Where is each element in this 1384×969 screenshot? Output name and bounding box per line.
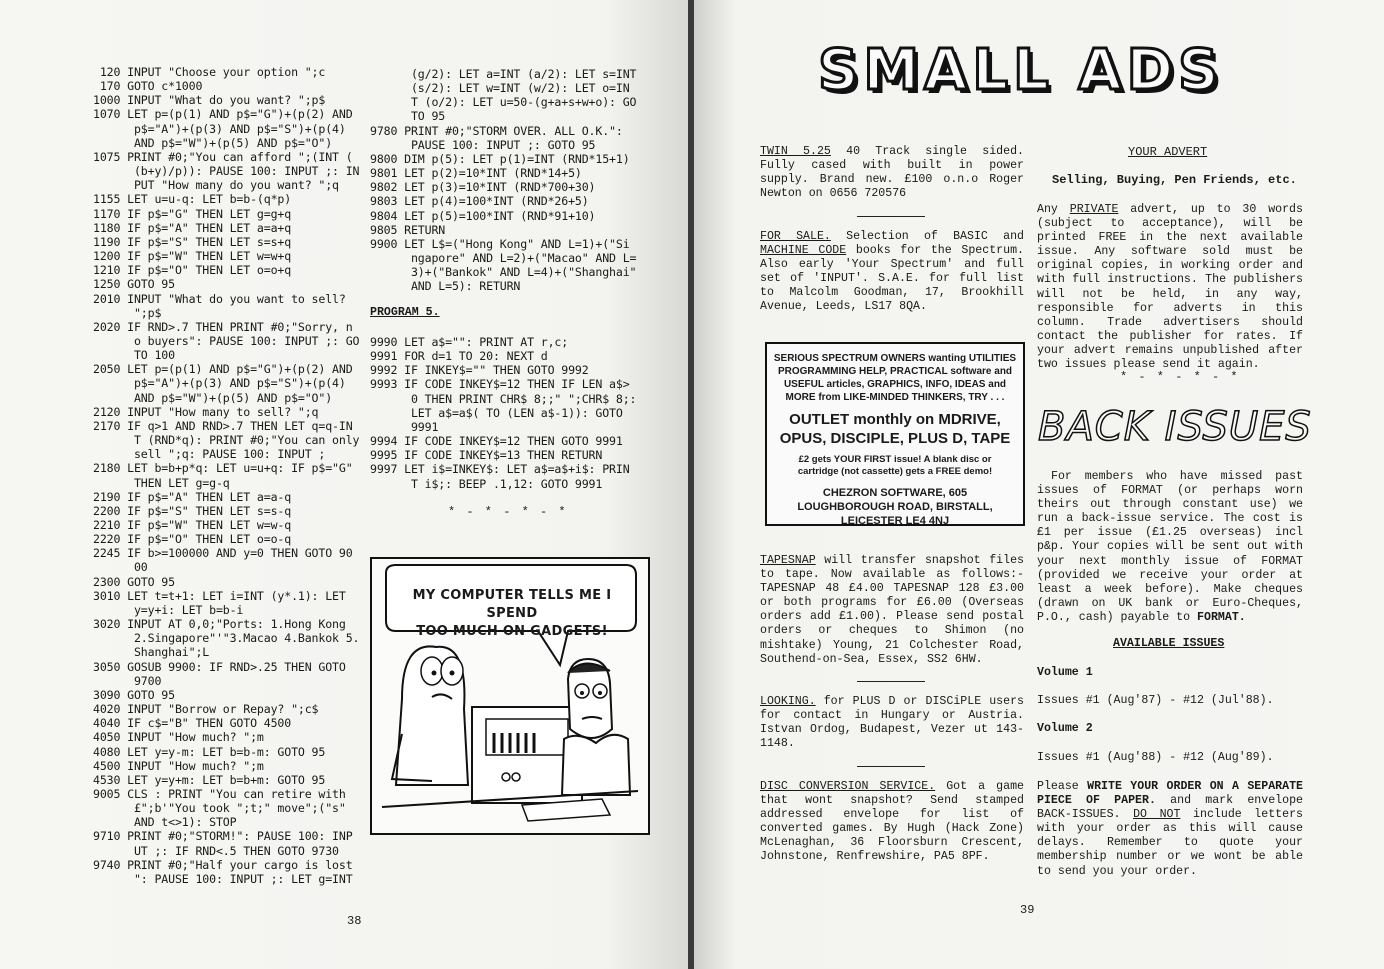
back-issues-text: For members who have missed past issues of FORMAT (or perhaps worn theirs out through constant use) we run a back-issue service. The cost is £1 per issue (£1.25 overseas) incl p&p. Your copies will be sent out with your next monthly issue of FORMAT (provided we receive your order at least a week before). Make cheques (drawn on UK bank or Euro-Cheques, P.O., cash) payable to <box>1037 470 1303 624</box>
code-line: AND t<>1): STOP <box>93 815 237 830</box>
code-line: T i$;: BEEP .1,12: GOTO 9991 <box>370 476 603 491</box>
separator: * - * - * - * <box>448 505 568 519</box>
for-sale-body2: books for the Spectrum. Also early 'Your Spectrum' and full set of 'INPUT'. S.A.E. for full list to Malcolm Goodman, 17, Brookhill Avenue, Leeds, LS17 8QA. <box>760 244 1024 314</box>
code-line: UT ;: IF RND<.5 THEN GOTO 9730 <box>93 843 339 858</box>
small-ads-title: SMALL ADS <box>818 38 1224 103</box>
code-line: 9804 LET p(5)=100*INT (RND*91+10) <box>370 208 596 223</box>
code-line: ngapore" AND L=2)+("Macao" AND L= <box>370 251 637 266</box>
code-line: p$="A")+(p(3) AND p$="S")+(p(4) <box>93 121 346 136</box>
divider <box>857 766 925 767</box>
code-line: 2245 IF b>=100000 AND y=0 THEN GOTO 90 <box>93 546 353 561</box>
your-advert-pre: Any <box>1037 203 1070 216</box>
your-advert-text: advert, up to 30 words (subject to acceptance), will be printed FREE in the next available issue. Any software sold must be original copies, in working order and with full instructions. The publishers will not be held, in any way, responsible for adverts in this column. Trade advertisers should contact the publisher for rates. If your advert remains unpublished after two issues please send it again. <box>1037 203 1303 372</box>
right-page <box>694 0 1384 969</box>
code-line: 9803 LET p(4)=100*INT (RND*26+5) <box>370 194 589 209</box>
code-line: 9991 <box>370 419 439 434</box>
back-issues-body <box>1037 470 1303 625</box>
code-line: PUT "How many do you want? ";q <box>93 178 339 193</box>
order-bold: WRITE YOUR ORDER ON A SEPARATE PIECE OF PAPER. <box>1037 780 1303 808</box>
code-line: ": PAUSE 100: INPUT ;: LET g=INT <box>93 871 353 886</box>
cartoon-caption-line1: MY COMPUTER TELLS ME I SPEND <box>412 588 612 621</box>
outlet-offer: £2 gets YOUR FIRST issue! A blank disc or cartridge (not cassette) gets a FREE demo! <box>797 454 993 477</box>
code-line: 2190 IF p$="A" THEN LET a=a-q <box>93 489 292 504</box>
code-line: PAUSE 100: INPUT ;: GOTO 95 <box>370 137 596 152</box>
volume1-label: Volume 1 <box>1037 666 1093 679</box>
code-line: 9700 <box>93 673 162 688</box>
code-line: 2020 IF RND>.7 THEN PRINT #0;"Sorry, n <box>93 319 353 334</box>
star-separator: * - * - * - * <box>1120 370 1240 384</box>
twin-ad-body: 40 Track single sided. Fully cased with built in power supply. Brand new. £100 o.n.o Roger Newton on 0656 720576 <box>760 145 1024 201</box>
left-page <box>0 0 688 969</box>
code-line: 9992 IF INKEY$="" THEN GOTO 9992 <box>370 363 589 378</box>
order-pre: Please <box>1037 780 1088 793</box>
code-line: 2170 IF q>1 AND RND>.7 THEN LET q=q-IN <box>93 418 353 433</box>
code-line: THEN LET g=g-q <box>93 475 230 490</box>
code-line: 4020 INPUT "Borrow or Repay? ";c$ <box>93 702 319 717</box>
back-issues-title: BACK ISSUES <box>1038 404 1312 450</box>
code-line: 9997 LET i$=INKEY$: LET a$=a$+i$: PRIN <box>370 462 630 477</box>
code-line: 9710 PRINT #0;"STORM!": PAUSE 100: INP <box>93 829 353 844</box>
code-line: (b+y)/p)): PAUSE 100: INPUT ;: IN <box>93 164 360 179</box>
code-line: 9801 LET p(2)=10*INT (RND*14+5) <box>370 166 582 181</box>
code-line: 4040 IF c$="B" THEN GOTO 4500 <box>93 716 292 731</box>
code-line: 2300 GOTO 95 <box>93 574 175 589</box>
cartoon-caption-line2: TOO MUCH ON GADGETS! <box>416 624 608 639</box>
code-line: £";b'"You took ";t;" move";("s" <box>93 801 346 816</box>
outlet-headline: OUTLET monthly on MDRIVE, OPUS, DISCIPLE, PLUS D, TAPE <box>779 411 1011 447</box>
code-line: 1170 IF p$="G" THEN LET g=g+q <box>93 206 292 221</box>
your-advert-private: PRIVATE <box>1069 203 1119 216</box>
divider <box>857 681 925 682</box>
code-line: 9900 LET L$=("Hong Kong" AND L=1)+("Si <box>370 236 630 251</box>
code-line: (g/2): LET a=INT (a/2): LET s=INT <box>370 67 637 81</box>
code-line: 9990 LET a$="": PRINT AT r,c; <box>370 335 569 349</box>
program5-heading: PROGRAM 5. <box>370 306 440 319</box>
code-line: 1155 LET u=u-q: LET b=b-(q*p) <box>93 192 292 207</box>
code-line: (s/2): LET w=INT (w/2): LET o=IN <box>370 81 630 96</box>
code-line: 9802 LET p(3)=10*INT (RND*700+30) <box>370 180 596 195</box>
code-line: y=y+i: LET b=b-i <box>93 602 244 617</box>
code-line: T (o/2): LET u=50-(g+a+s+w+o): GO <box>370 95 637 110</box>
disc-conversion-ad <box>760 780 1024 865</box>
code-line: 1180 IF p$="A" THEN LET a=a+q <box>93 220 292 235</box>
code-line: 9995 IF CODE INKEY$=13 THEN RETURN <box>370 448 603 463</box>
code-line: AND p$="W")+(p(5) AND p$="O") <box>93 135 333 150</box>
tapesnap-ad <box>760 554 1024 667</box>
code-line: 170 GOTO c*1000 <box>93 79 203 94</box>
looking-ad <box>760 695 1024 751</box>
code-line: 4080 LET y=y-m: LET b=b-m: GOTO 95 <box>93 744 326 759</box>
volume2-issues: Issues #1 (Aug'88) - #12 (Aug'89). <box>1037 751 1274 764</box>
code-line: 00 <box>93 560 148 575</box>
order-instructions <box>1037 780 1303 879</box>
code-line: ";p$ <box>93 305 162 320</box>
twin-ad-head: TWIN 5.25 <box>760 145 831 158</box>
code-line: TO 100 <box>93 348 175 363</box>
outlet-intro: SERIOUS SPECTRUM OWNERS wanting UTILITIES PROGRAMMING HELP, PRACTICAL software and USEFUL articles, GRAPHICS, INFO, IDEAS and MORE from LIKE-MINDED THINKERS, TRY . . . <box>773 353 1017 403</box>
code-line: 2220 IF p$="O" THEN LET o=o-q <box>93 532 292 547</box>
code-line: 2210 IF p$="W" THEN LET w=w-q <box>93 518 292 532</box>
code-line: 1000 INPUT "What do you want? ";p$ <box>93 93 326 108</box>
back-issues-format: FORMAT. <box>1197 610 1246 624</box>
code-line: 3010 LET t=t+1: LET i=INT (y*.1): LET <box>93 588 346 603</box>
tapesnap-head: TAPESNAP <box>760 554 816 567</box>
code-line: Shanghai";L <box>93 645 210 660</box>
code-line: 9991 FOR d=1 TO 20: NEXT d <box>370 349 548 364</box>
basic-listing-program5 <box>370 335 636 491</box>
order-mid: and mark envelope BACK-ISSUES. <box>1037 794 1303 822</box>
code-line: 120 INPUT "Choose your option ";c <box>93 65 326 79</box>
twin-ad <box>760 145 1024 201</box>
code-line: 9800 DIM p(5): LET p(1)=INT (RND*15+1) <box>370 151 630 166</box>
code-line: 1200 IF p$="W" THEN LET w=w+q <box>93 249 292 264</box>
looking-body: for PLUS D or DISCiPLE users for contact in Hungary or Austria. Istvan Ordog, Budapest, Vezer ut 143-1148. <box>760 695 1024 751</box>
disc-body: Got a game that wont snapshot? Send stamped addressed envelope for list of converted games. By Hugh (Hack Zone) McLenaghan, 36 Floorsburn Crescent, Johnstone, Renfrewshire, PA5 8PF. <box>760 780 1024 864</box>
code-line: 9780 PRINT #0;"STORM OVER. ALL O.K.": <box>370 123 623 138</box>
order-end: include letters with your order as this will cause delays. Remember to quote your membership number or we wont be able to send you your order. <box>1037 808 1304 878</box>
page-number-left: 38 <box>347 914 362 928</box>
code-line: 1075 PRINT #0;"You can afford ";(INT ( <box>93 149 353 164</box>
tapesnap-body: will transfer snapshot files to tape. Now available as follows:- TAPESNAP 48 £4.00 TAPESNAP 128 £3.00 or both programs for £6.00 (Overseas orders add £1.00). Please send postal orders or cheques to Shimon (no mishtake) Young, 21 Colchester Road, Southend-on-Sea, Essex, SS2 6HW. <box>760 554 1024 666</box>
code-line: 3050 GOSUB 9900: IF RND>.25 THEN GOTO <box>93 659 346 674</box>
code-line: 0 THEN PRINT CHR$ 8;;" ";CHR$ 8;: <box>370 391 637 406</box>
for-sale-ad <box>760 230 1024 315</box>
code-line: 4530 LET y=y+m: LET b=b+m: GOTO 95 <box>93 772 326 787</box>
code-line: 1070 LET p=(p(1) AND p$="G")+(p(2) AND <box>93 107 353 122</box>
for-sale-head: FOR SALE. <box>760 230 831 243</box>
outlet-advert-box <box>765 342 1025 526</box>
order-do-not: DO NOT <box>1133 808 1181 822</box>
basic-listing-column-1 <box>93 65 359 886</box>
disc-head: DISC CONVERSION SERVICE. <box>760 780 936 793</box>
gadgets-cartoon <box>370 557 650 835</box>
code-line: 1210 IF p$="O" THEN LET o=o+q <box>93 263 292 278</box>
code-line: 1250 GOTO 95 <box>93 277 175 292</box>
code-line: 3020 INPUT AT 0,0;"Ports: 1.Hong Kong <box>93 617 346 632</box>
code-line: 3)+("Bankok" AND L=4)+("Shanghai" <box>370 265 637 280</box>
code-line: sell ";q: PAUSE 100: INPUT ; <box>93 447 326 462</box>
for-sale-body: Selection of BASIC and <box>830 230 1024 243</box>
outlet-address: CHEZRON SOFTWARE, 605 LOUGHBOROUGH ROAD, BIRSTALL, LEICESTER LE4 4NJ <box>797 487 993 527</box>
code-line: 4050 INPUT "How much? ";m <box>93 730 264 745</box>
code-line: o buyers": PAUSE 100: INPUT ;: GO <box>93 333 360 348</box>
code-line: LET a$=a$( TO (LEN a$-1)): GOTO <box>370 405 623 420</box>
divider <box>857 216 925 217</box>
volume1-issues: Issues #1 (Aug'87) - #12 (Jul'88). <box>1037 694 1274 707</box>
code-line: 2.Singapore"'"3.Macao 4.Bankok 5. <box>93 631 360 646</box>
code-line: 9740 PRINT #0;"Half your cargo is lost <box>93 857 353 872</box>
code-line: 2010 INPUT "What do you want to sell? <box>93 291 346 306</box>
code-line: AND p$="W")+(p(5) AND p$="O") <box>93 390 333 405</box>
code-line: 4500 INPUT "How much? ";m <box>93 758 264 773</box>
your-advert-subtitle: Selling, Buying, Pen Friends, etc. <box>1052 173 1297 187</box>
code-line: 2050 LET p=(p(1) AND p$="G")+(p(2) AND <box>93 362 353 377</box>
volume2-label: Volume 2 <box>1037 722 1093 735</box>
code-line: AND L=5): RETURN <box>370 279 521 294</box>
code-line: TO 95 <box>370 109 446 124</box>
code-line: 9805 RETURN <box>370 222 446 237</box>
code-line: 2180 LET b=b+p*q: LET u=u+q: IF p$="G" <box>93 461 353 476</box>
code-line: 1190 IF p$="S" THEN LET s=s+q <box>93 234 292 249</box>
code-line: T (RND*q): PRINT #0;"You can only <box>93 433 360 448</box>
page-number-right: 39 <box>1020 903 1035 917</box>
looking-head: LOOKING. <box>760 695 816 708</box>
cartoon-caption <box>394 587 630 641</box>
code-line: 3090 GOTO 95 <box>93 687 175 702</box>
code-line: 2200 IF p$="S" THEN LET s=s-q <box>93 503 292 518</box>
code-line: 9993 IF CODE INKEY$=12 THEN IF LEN a$> <box>370 377 630 392</box>
code-line: 9005 CLS : PRINT "You can retire with <box>93 786 346 801</box>
code-line: p$="A")+(p(3) AND p$="S")+(p(4) <box>93 376 346 391</box>
basic-listing-column-2 <box>370 67 636 294</box>
your-advert-body <box>1037 203 1303 372</box>
available-issues-heading: AVAILABLE ISSUES <box>1113 637 1225 650</box>
code-line: 2120 INPUT "How many to sell? ";q <box>93 404 319 419</box>
your-advert-heading: YOUR ADVERT <box>1128 145 1208 159</box>
for-sale-head2: MACHINE CODE <box>760 244 847 258</box>
code-line: 9994 IF CODE INKEY$=12 THEN GOTO 9991 <box>370 434 623 449</box>
